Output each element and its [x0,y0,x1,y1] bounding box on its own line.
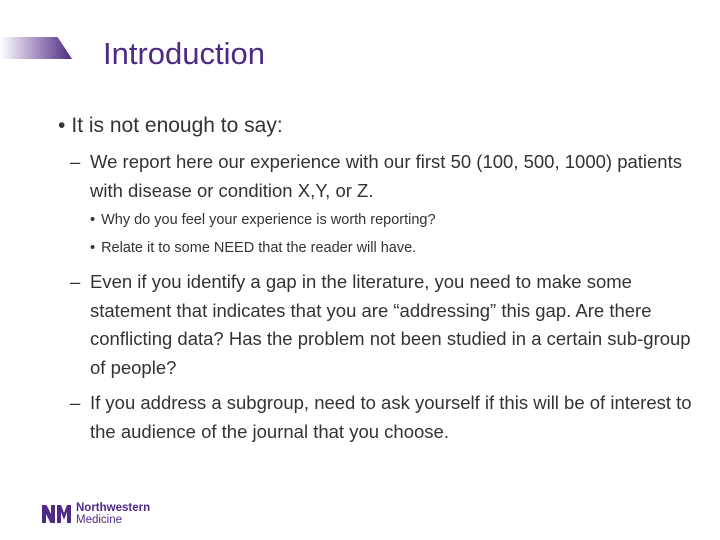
title-accent-bar [0,37,72,59]
logo-name: Northwestern [76,502,151,514]
sub-item-text: Relate it to some NEED that the reader will have. [101,240,417,256]
main-bullet [58,112,283,140]
bullet-glyph: • [90,240,96,256]
sub-item-text: Why do you feel your experience is worth reporting? [101,212,436,228]
bullet-glyph: • [90,212,96,228]
main-bullet-text: It is not enough to say: [71,114,283,137]
list-item-gap [70,268,695,382]
list-item-text: Even if you identify a gap in the literature, you need to make some statement that indicates that you are “addressing” this gap. Are there conflicting data? Has the problem not been studied in a certain sub-group of people? [90,271,691,378]
logo-subtitle: Medicine [76,514,123,526]
list-item-text: We report here our experience with our first 50 (100, 500, 1000) patients with disease or condition X,Y, or Z. [90,151,682,201]
sub-item-need [90,238,416,258]
nm-logo-icon [42,503,72,525]
list-item-text: If you address a subgroup, need to ask yourself if this will be of interest to the audience of the journal that you choose. [90,392,692,442]
dash-glyph: – [70,392,81,413]
slide-title: Introduction [103,36,265,71]
bullet-glyph: • [58,114,66,137]
dash-glyph: – [70,151,81,172]
sub-item-worth [90,210,436,230]
list-item-subgroup [70,389,695,446]
dash-glyph: – [70,271,81,292]
list-item-experience [70,148,695,205]
